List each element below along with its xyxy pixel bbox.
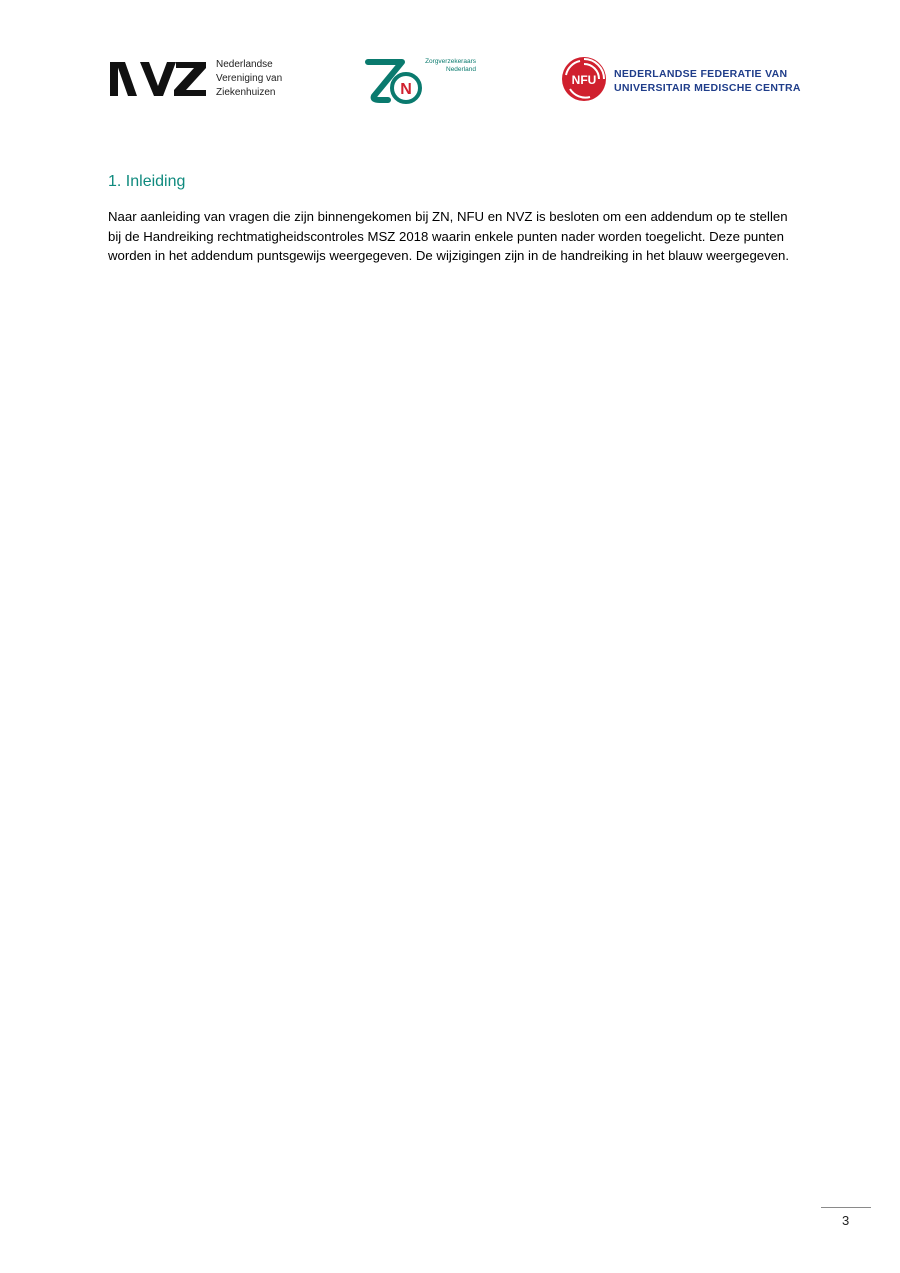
nfu-logo-text [614,67,801,95]
page-number: 3 [842,1213,850,1228]
svg-text:NFU: NFU [571,73,597,87]
nvz-line: Nederlandse [216,59,273,70]
section-heading: 1. Inleiding [108,173,186,190]
svg-text:N: N [400,81,412,98]
footer-divider [821,1207,871,1208]
nfu-line: NEDERLANDSE FEDERATIE VAN [614,68,788,80]
page-header [0,50,900,110]
nvz-logo-text [216,58,282,100]
intro-paragraph: Naar aanleiding van vragen die zijn binnengekomen bij ZN, NFU en NVZ is besloten om een addendum op te stellen bij de Handreiking rechtmatigheidscontroles MSZ 2018 waarin enkele punten nader worden toegelicht. Deze punten worden in het addendum puntsgewijs weergegeven. De wijzigingen zijn in de handreiking in het blauw weergegeven. [108,209,790,263]
zn-logo-text [414,58,476,74]
nfu-logo [560,55,800,105]
nvz-line: Ziekenhuizen [216,87,276,98]
nvz-logo-mark [110,62,206,96]
zn-line: Nederland [446,66,476,73]
nvz-line: Vereniging van [216,73,283,84]
nfu-logo-mark [560,55,608,103]
zn-logo [362,56,492,106]
nvz-logo [110,58,310,102]
zn-line: Zorgverzekeraars [425,58,476,65]
nfu-line: UNIVERSITAIR MEDISCHE CENTRA [614,82,801,94]
